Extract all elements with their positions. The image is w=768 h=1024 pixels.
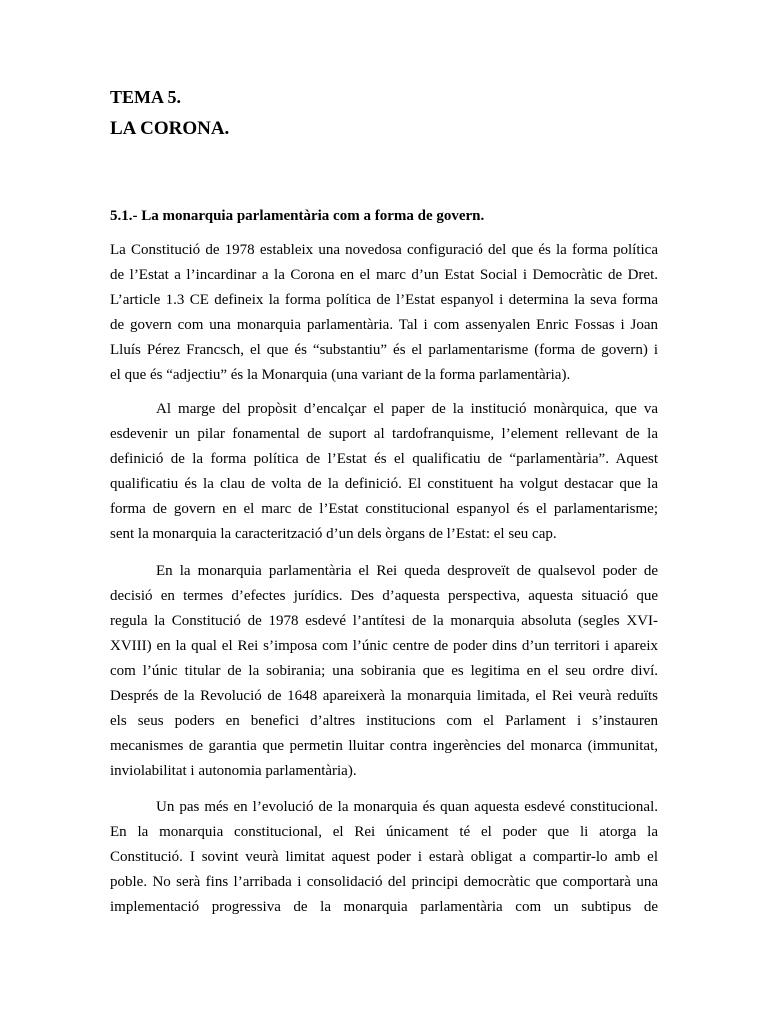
paragraph-line: inviolabilitat i autonomia parlamentària). xyxy=(110,763,357,779)
paragraph-line: mecanismes de garantia que permetin lluitar contra ingerències del monarca (immunitat, xyxy=(110,738,658,754)
paragraph-line: Lluís Pérez Francsch, el que és “substantiu” és el parlamentarisme (forma de govern) i xyxy=(110,342,658,358)
tema-label: TEMA 5. xyxy=(110,87,182,107)
section-heading: 5.1.- La monarquia parlamentària com a forma de govern. xyxy=(110,208,485,224)
chapter-title: LA CORONA. xyxy=(110,118,230,139)
paragraph-2 xyxy=(110,397,658,547)
paragraph-line: regula la Constitució de 1978 esdevé l’antítesi de la monarquia absoluta (segles XVI- xyxy=(110,613,658,629)
paragraph-line: En la monarquia constitucional, el Rei únicament té el poder que li atorga la xyxy=(110,824,658,840)
paragraph-line: sent la monarquia la caracterització d’un dels òrgans de l’Estat: el seu cap. xyxy=(110,526,557,542)
paragraph-line: Constitució. I sovint veurà limitat aquest poder i estarà obligat a compartir-lo amb el xyxy=(110,849,658,865)
paragraph-line: el que és “adjectiu” és la Monarquia (una variant de la forma parlamentària). xyxy=(110,367,571,383)
paragraph-line: els seus poders en benefici d’altres institucions com el Parlament i s’instauren xyxy=(110,713,658,729)
paragraph-line: qualificatiu és la clau de volta de la definició. El constituent ha volgut destacar que la xyxy=(110,476,658,492)
paragraph-line: poble. No serà fins l’arribada i consolidació del principi democràtic que comportarà una xyxy=(110,874,658,890)
paragraph-line: implementació progressiva de la monarquia parlamentària com un subtipus de xyxy=(110,899,658,915)
paragraph-line: de govern com una monarquia parlamentària. Tal i com assenyalen Enric Fossas i Joan xyxy=(110,317,658,333)
paragraph-line: La Constitució de 1978 estableix una novedosa configuració del que és la forma política xyxy=(110,242,658,258)
paragraph-line: Després de la Revolució de 1648 apareixerà la monarquia limitada, el Rei veurà reduïts xyxy=(110,688,658,704)
paragraph-line: definició de la forma política de l’Estat és el qualificatiu de “parlamentària”. Aquest xyxy=(110,451,658,467)
paragraph-line: com l’únic titular de la sobirania; una sobirania que es legitima en el seu ordre diví. xyxy=(110,663,658,679)
paragraph-line: decisió en termes d’efectes jurídics. Des d’aquesta perspectiva, aquesta situació que xyxy=(110,588,658,604)
paragraph-line: En la monarquia parlamentària el Rei queda desproveït de qualsevol poder de xyxy=(156,563,658,579)
paragraph-line: XVIII) en la qual el Rei s’imposa com l’únic centre de poder dins d’un territori i apareix xyxy=(110,638,658,654)
paragraph-line: L’article 1.3 CE defineix la forma política de l’Estat espanyol i determina la seva forma xyxy=(110,292,658,308)
paragraph-4 xyxy=(110,795,658,920)
paragraph-1 xyxy=(110,238,658,388)
paragraph-line: Un pas més en l’evolució de la monarquia és quan aquesta esdevé constitucional. xyxy=(156,799,658,815)
paragraph-line: forma de govern en el marc de l’Estat constitucional espanyol és el parlamentarisme; xyxy=(110,501,658,517)
paragraph-3 xyxy=(110,559,658,784)
paragraph-line: esdevenir un pilar fonamental de suport al tardofranquisme, l’element rellevant de la xyxy=(110,426,658,442)
paragraph-line: Al marge del propòsit d’encalçar el paper de la institució monàrquica, que va xyxy=(156,401,658,417)
paragraph-line: de l’Estat a l’incardinar a la Corona en el marc d’un Estat Social i Democràtic de Dret. xyxy=(110,267,658,283)
